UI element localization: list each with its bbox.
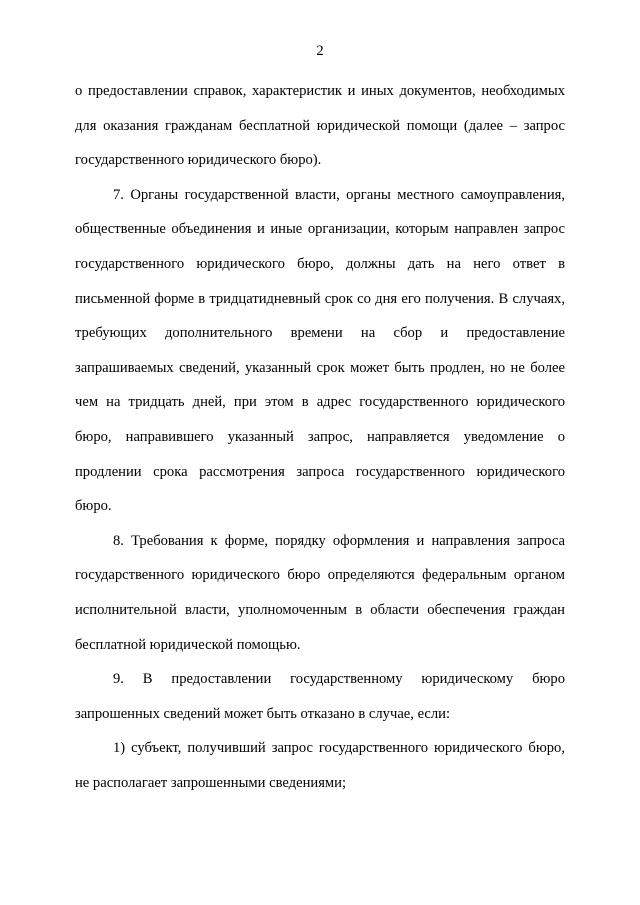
document-body	[75, 74, 565, 800]
paragraph-continuation: о предоставлении справок, характеристик и иных документов, необходимых для оказания гражданам бесплатной юридической помощи (далее – запрос государственного юридического бюро).	[75, 83, 565, 169]
paragraph-item-8: 8. Требования к форме, порядку оформления и направления запроса государственного юридического бюро определяются федеральным органом исполнительной власти, уполномоченным в области обеспечения граждан бесплатной юридической помощью.	[75, 532, 565, 653]
paragraph-item-9: 9. В предоставлении государственному юридическому бюро запрошенных сведений может быть отказано в случае, если:	[75, 671, 565, 722]
paragraph-item-7: 7. Органы государственной власти, органы местного самоуправления, общественные объединения и иные организации, которым направлен запрос государственного юридического бюро, должны дать на него ответ в письменной форме в тридцатидневный срок со дня его получения. В случаях, требующих дополнительного времени на сбор и предоставление запрашиваемых сведений, указанный срок может быть продлен, но не более чем на тридцать дней, при этом в адрес государственного юридического бюро, направившего указанный запрос, направляется уведомление о продлении срока рассмотрения запроса государственного юридического бюро.	[75, 186, 565, 515]
page-number: 2	[316, 43, 324, 59]
paragraph-subitem-1: 1) субъект, получивший запрос государственного юридического бюро, не располагает запрошенными сведениями;	[75, 740, 565, 791]
